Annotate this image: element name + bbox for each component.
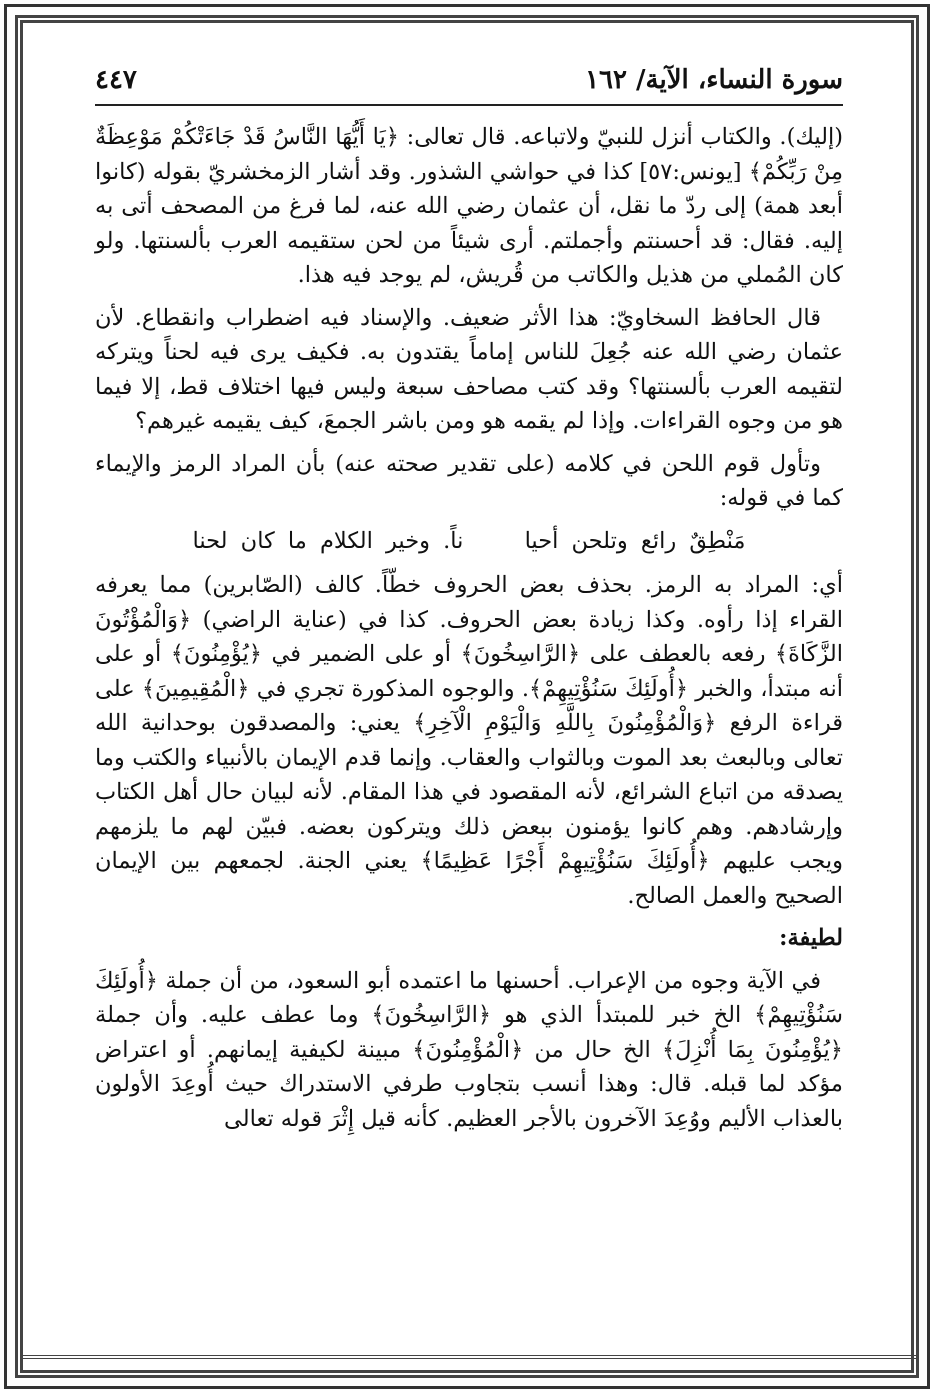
paragraph: وتأول قوم اللحن في كلامه (على تقدير صحته عنه) بأن المراد الرمز والإيماء كما في قوله: [95, 450, 843, 511]
page-body [95, 120, 843, 1144]
paragraph: أي: المراد به الرمز. بحذف بعض الحروف خطّاً. كالف (الصّابرين) مما يعرفه القراء إذا رأوه. وكذا زيادة بعض الحروف. كذا في (عناية الراضي) ﴿وَالْمُؤْتُونَ الزَّكَاةَ﴾ رفعه بالعطف على ﴿الرَّاسِخُونَ﴾ أو على الضمير في ﴿يُؤْمِنُونَ﴾ أو على أنه مبتدأ، والخبر ﴿أُولَئِكَ سَنُؤْتِيهِمْ﴾. والوجوه المذكورة تجري في ﴿الْمُقِيمِينَ﴾ على قراءة الرفع ﴿وَالْمُؤْمِنُونَ بِاللَّهِ وَالْيَوْمِ الْآخِرِ﴾ يعني: والمصدقون بوحدانية الله تعالى وبالبعث بعد الموت وبالثواب والعقاب. وإنما قدم الإيمان بالأنبياء والكتب وما يصدقه من اتباع الشرائع، لأنه المقصود في هذا المقام. لأنه لبيان حال أهل الكتاب وإرشادهم. وهم كانوا يؤمنون ببعض ذلك ويتركون بعضه. فبيّن لهم ما يلزمهم ويجب عليهم ﴿أُولَئِكَ سَنُؤْتِيهِمْ أَجْرًا عَظِيمًا﴾ يعني الجنة. لجمعهم بين الإيمان الصحيح والعمل الصالح. [95, 572, 843, 909]
surah-title: سورة النساء، الآية/ ١٦٢ [585, 65, 843, 95]
paragraph: في الآية وجوه من الإعراب. أحسنها ما اعتمده أبو السعود، من أن جملة ﴿أُولَئِكَ سَنُؤْتِيهِمْ﴾ الخ خبر للمبتدأ الذي هو ﴿الرَّاسِخُونَ﴾ وما عطف عليه. وأن جملة ﴿يُؤْمِنُونَ بِمَا أُنْزِلَ﴾ الخ حال من ﴿الْمُؤْمِنُونَ﴾ مبينة لكيفية إيمانهم. أو اعتراض مؤكد لما قبله. قال: وهذا أنسب بتجاوب طرفي الاستدراك حيث أُوعِدَ الأولون بالعذاب الأليم ووُعِدَ الآخرون بالأجر العظيم. كأنه قيل إِثْرَ قوله تعالى [95, 967, 843, 1132]
poetry-verse [95, 524, 843, 559]
verse-hemistich-left: ناً. وخير الكلام ما كان لحنا [192, 527, 464, 554]
paragraph: قال الحافظ السخاويّ: هذا الأثر ضعيف. والإسناد فيه اضطراب وانقطاع. لأن عثمان رضي الله عنه جُعِلَ للناس إماماً يقتدون به. فكيف يرى فيه لحناً ويتركه لتقيمه العرب بألسنتها؟ وقد كتب مصاحف سبعة وليس فيها اختلاف قط، إلا فيما هو من وجوه القراءات. وإذا لم يقمه هو ومن باشر الجمعَ، كيف يقيمه غيرهم؟ [95, 304, 843, 434]
verse-hemistich-right: مَنْطِقٌ رائع وتلحن أحيا [524, 527, 746, 554]
footer-ornament [20, 1355, 918, 1359]
section-heading: لطيفة: [779, 925, 843, 951]
page-number: ٤٤٧ [95, 65, 137, 95]
header-rule [95, 104, 843, 106]
page-header [95, 60, 843, 100]
paragraph: (إليك). والكتاب أنزل للنبيّ ولاتباعه. قال تعالى: ﴿يَا أَيُّهَا النَّاسُ قَدْ جَاءَتْكُمْ مَوْعِظَةٌ مِنْ رَبِّكُمْ﴾ [يونس:٥٧] كذا في حواشي الشذور. وقد أشار الزمخشريّ بقوله (كانوا أبعد همة) إلى ردّ ما نقل، أن عثمان رضي الله عنه، لما فرغ من المصحف أتى به إليه. فقال: قد أحسنتم وأجملتم. أرى شيئاً من لحن ستقيمه العرب بألسنتها. ولو كان المُملي من هذيل والكاتب من قُريش، لم يوجد فيه هذا. [95, 124, 843, 288]
